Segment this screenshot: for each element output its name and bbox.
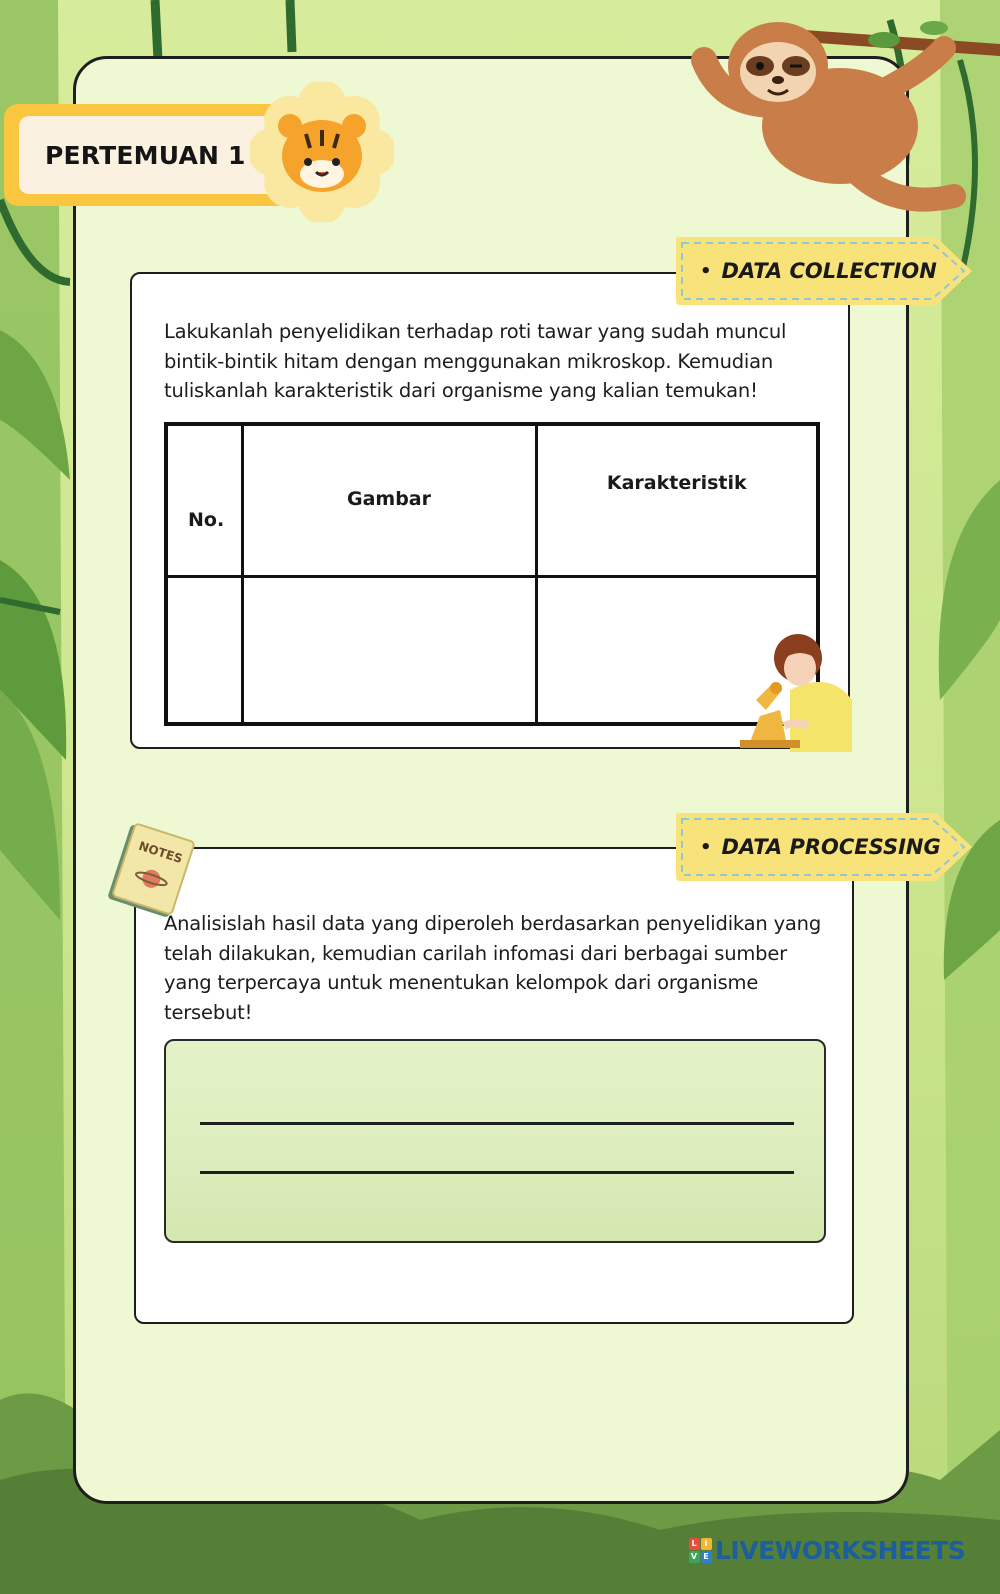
tiger-badge-icon [250,82,394,222]
data-collection-title: DATA COLLECTION [721,259,937,283]
table-row[interactable] [166,576,818,724]
logo-letter: E [701,1551,712,1563]
data-processing-title: DATA PROCESSING [721,835,941,859]
table-header-row [166,424,818,576]
notes-book-icon [100,820,200,920]
data-processing-tag [674,811,974,883]
observation-table [164,422,820,726]
liveworksheets-logo-icon [688,1537,712,1563]
cell-gambar-input[interactable] [242,576,536,724]
title-banner [4,104,290,206]
title-inner [19,116,281,194]
answer-line-2 [200,1171,794,1174]
sloth-icon [664,0,1000,220]
tag-bullet: • [700,260,712,282]
scientist-microscope-icon [730,630,858,758]
header-karakteristik: Karakteristik [536,424,818,576]
answer-line-1 [200,1122,794,1125]
tag-bullet: • [700,836,712,858]
page-title: PERTEMUAN 1 [45,140,246,170]
data-collection-label [674,235,937,307]
data-processing-instruction: Analisislah hasil data yang diperoleh berdasarkan penyelidikan yang telah dilakukan, kemudian carilah infomasi dari berbagai sumber yang terpercaya untuk menentukan kelompok dari organisme tersebut! [164,912,821,1024]
header-gambar: Gambar [242,424,536,576]
logo-letter: V [689,1551,700,1563]
watermark-text: LIVEWORKSHEETS [715,1535,966,1565]
header-no: No. [166,424,242,576]
logo-letter: I [701,1538,712,1550]
data-collection-tag [674,235,974,307]
data-processing-label [674,811,941,883]
liveworksheets-watermark [688,1530,965,1570]
answer-input-box[interactable] [164,1039,826,1243]
cell-no-input[interactable] [166,576,242,724]
notes-book-label: NOTES [136,838,185,867]
logo-letter: L [689,1538,700,1550]
data-collection-instruction: Lakukanlah penyelidikan terhadap roti tawar yang sudah muncul bintik-bintik hitam dengan menggunakan mikroskop. Kemudian tuliskanlah karakteristik dari organisme yang kalian temukan! [164,320,787,402]
